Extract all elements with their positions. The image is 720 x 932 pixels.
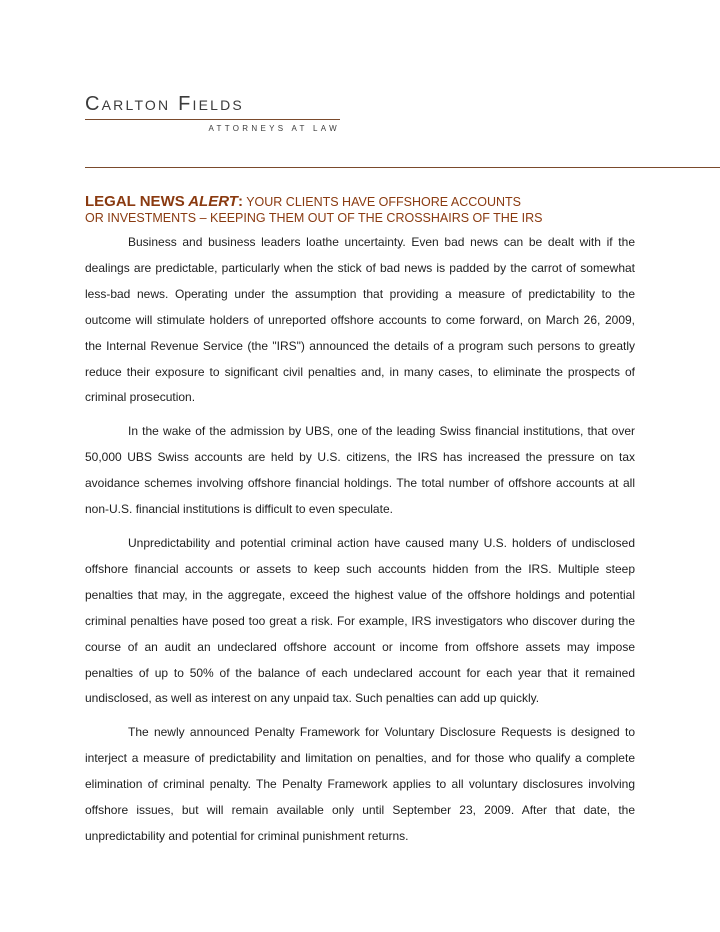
paragraph-4: The newly announced Penalty Framework for Voluntary Disclosure Requests is designed to interject a measure of predictability and limitation on penalties, and for those who qualify a complete elimination of criminal penalty. The Penalty Framework applies to all voluntary disclosures involving offshore issues, but will remain available only until September 23, 2009. After that date, the unpredictability and potential for criminal punishment returns. (85, 725, 635, 843)
firm-tagline: ATTORNEYS AT LAW (208, 124, 340, 133)
header-divider (85, 167, 720, 168)
letterhead (85, 92, 340, 133)
letterhead-rule (85, 119, 340, 120)
headline-colon: : (237, 193, 243, 210)
paragraph-2: In the wake of the admission by UBS, one of the leading Swiss financial institutions, that over 50,000 UBS Swiss accounts are held by U.S. citizens, the IRS has increased the pressure on tax avoidance schemes involving offshore financial holdings. The total number of offshore accounts at all non-U.S. financial institutions is difficult to even speculate. (85, 424, 635, 517)
headline-line-1 (85, 194, 665, 210)
headline-line-1-rest: YOUR CLIENTS HAVE OFFSHORE ACCOUNTS (242, 195, 522, 209)
paragraph-1: Business and business leaders loathe uncertainty. Even bad news can be dealt with if the dealings are predictable, particularly when the stick of bad news is padded by the carrot of somewhat less-bad news. Operating under the assumption that providing a measure of predictability to the outcome will stimulate holders of unreported offshore accounts to come forward, on March 26, 2009, the Internal Revenue Service (the "IRS") announced the details of a program such persons to greatly reduce their exposure to significant civil penalties and, in many cases, to eliminate the prospects of criminal prosecution. (85, 235, 635, 405)
paragraph-3: Unpredictability and potential criminal action have caused many U.S. holders of undisclosed offshore financial accounts or assets to keep such accounts hidden from the IRS. Multiple steep penalties that may, in the aggregate, exceed the highest value of the offshore holdings and potential criminal penalties have posed too great a risk. For example, IRS investigators who discover during the course of an audit an undeclared offshore account or income from offshore assets may impose penalties of up to 50% of the balance of each undeclared account for each year that it remained undisclosed, as well as interest on any unpaid tax. Such penalties can add up quickly. (85, 535, 635, 706)
article-headline (85, 194, 665, 226)
headline-line-2: OR INVESTMENTS – KEEPING THEM OUT OF THE CROSSHAIRS OF THE IRS (85, 211, 543, 225)
firm-name: Carlton Fields (85, 93, 244, 115)
headline-lead: LEGAL NEWS (85, 193, 185, 210)
article-body (85, 230, 635, 858)
headline-lead-emphasis: ALERT (188, 193, 238, 210)
